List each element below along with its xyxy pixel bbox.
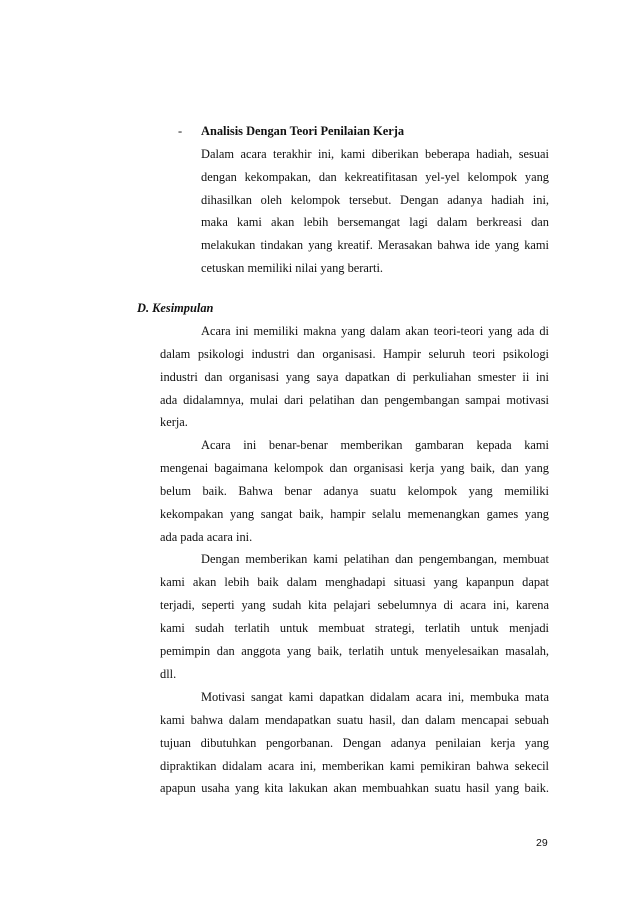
subsection-title: Analisis Dengan Teori Penilaian Kerja bbox=[201, 124, 405, 138]
paragraph-line: dll. bbox=[160, 667, 177, 681]
paragraph-line: ada didalamnya, mulai dari pelatihan dan pengembangan sampai motivasi bbox=[160, 393, 549, 407]
paragraph-line: Motivasi sangat kami dapatkan didalam acara ini, membuka mata bbox=[201, 690, 549, 704]
paragraph-line: terjadi, seperti yang sudah kita pelajari sebelumnya di acara ini, karena bbox=[160, 598, 549, 612]
paragraph-line: dipraktikan didalam acara ini, memberikan kami pemikiran bahwa sekecil bbox=[160, 759, 549, 773]
subsection-line: Dalam acara terakhir ini, kami diberikan beberapa hadiah, sesuai bbox=[201, 147, 549, 161]
paragraph-line: kerja. bbox=[160, 415, 188, 429]
paragraph-line: Acara ini memiliki makna yang dalam akan teori-teori yang ada di bbox=[201, 324, 549, 338]
subsection-line: melakukan tindakan yang kreatif. Merasakan bahwa ide yang kami bbox=[201, 238, 549, 252]
subsection-line: cetuskan memiliki nilai yang berarti. bbox=[201, 261, 384, 275]
subsection-line: dengan kekompakan, dan kekreatifitasan yel-yel kelompok yang bbox=[201, 170, 549, 184]
paragraph-line: kami akan lebih baik dalam menghadapi situasi yang kapanpun dapat bbox=[160, 575, 549, 589]
section-heading: D. Kesimpulan bbox=[137, 301, 214, 315]
paragraph-line: kami sudah terlatih untuk membuat strategi, terlatih untuk menjadi bbox=[160, 621, 549, 635]
paragraph-line: Acara ini benar-benar memberikan gambaran kepada kami bbox=[201, 438, 549, 452]
paragraph-line: tujuan dibutuhkan pengorbanan. Dengan adanya penilaian kerja yang bbox=[160, 736, 549, 750]
paragraph-line: industri dan organisasi yang saya dapatkan di perkuliahan smester ii ini bbox=[160, 370, 549, 384]
paragraph-line: ada pada acara ini. bbox=[160, 530, 253, 544]
paragraph-line: Dengan memberikan kami pelatihan dan pengembangan, membuat bbox=[201, 552, 549, 566]
bullet-dash: - bbox=[178, 124, 183, 138]
paragraph-line: kami bahwa dalam mendapatkan suatu hasil, dan dalam mencapai sebuah bbox=[160, 713, 549, 727]
paragraph-line: kekompakan yang sangat baik, hampir selalu memenangkan games yang bbox=[160, 507, 549, 521]
paragraph-line: belum baik. Bahwa benar adanya suatu kelompok yang memiliki bbox=[160, 484, 549, 498]
paragraph-line: dalam psikologi industri dan organisasi. Hampir seluruh teori psikologi bbox=[160, 347, 549, 361]
subsection-line: dihasilkan oleh kelompok tersebut. Dengan adanya hadiah ini, bbox=[201, 193, 549, 207]
paragraph-line: pemimpin dan anggota yang baik, terlatih untuk menyelesaikan masalah, bbox=[160, 644, 549, 658]
page-number: 29 bbox=[536, 837, 548, 849]
paragraph-line: apapun usaha yang kita lakukan akan membuahkan suatu hasil yang baik. bbox=[160, 781, 549, 795]
paragraph-line: mengenai bagaimana kelompok dan organisasi kerja yang baik, dan yang bbox=[160, 461, 549, 475]
subsection-line: maka kami akan lebih bersemangat lagi dalam berkreasi dan bbox=[201, 215, 549, 229]
